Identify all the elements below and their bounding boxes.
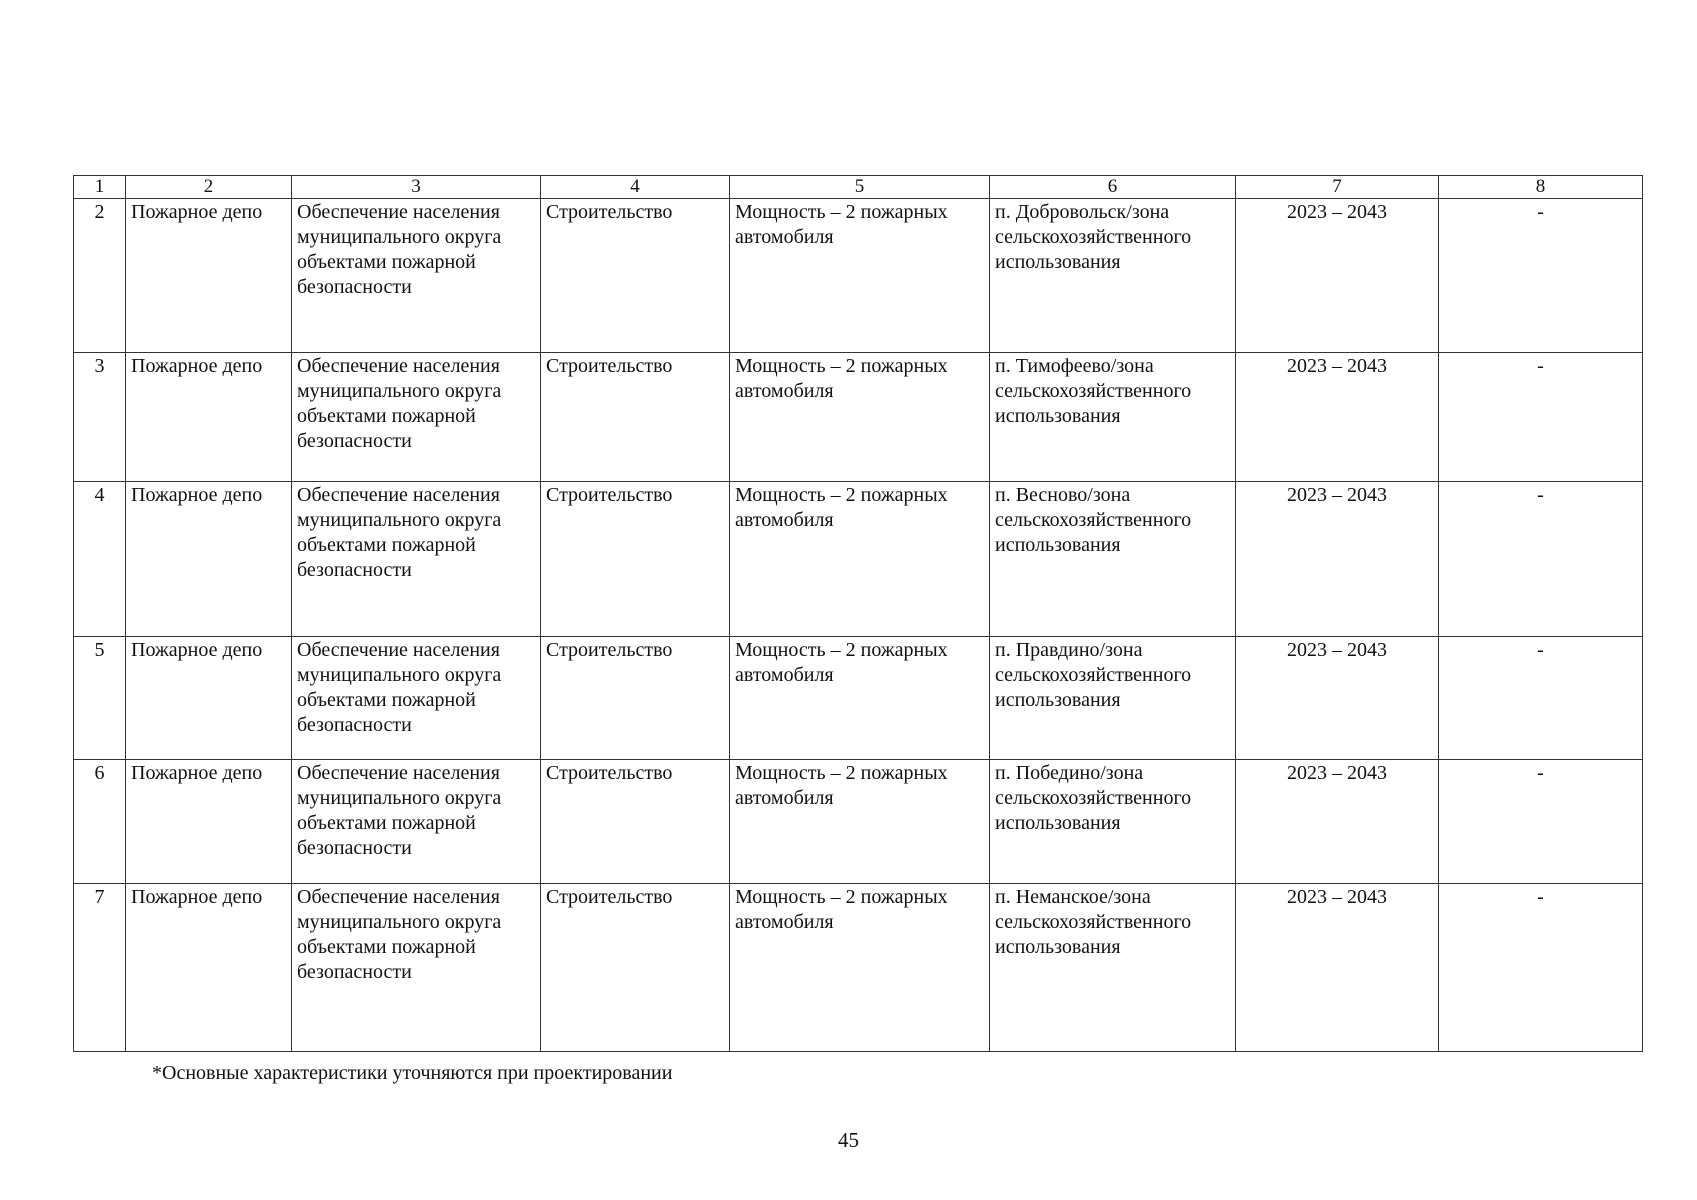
work-type-cell: Строительство xyxy=(541,482,730,637)
location-cell: п. Правдино/зона сельскохозяйственного использования xyxy=(990,637,1236,760)
note-cell: - xyxy=(1439,884,1643,1052)
purpose-cell: Обеспечение населения муниципального округа объектами пожарной безопасности xyxy=(292,884,541,1052)
note-cell: - xyxy=(1439,353,1643,482)
table-row xyxy=(74,884,1643,1052)
object-name-cell: Пожарное депо xyxy=(126,884,292,1052)
period-cell: 2023 – 2043 xyxy=(1236,884,1439,1052)
row-number-cell: 2 xyxy=(74,199,126,353)
purpose-cell: Обеспечение населения муниципального округа объектами пожарной безопасности xyxy=(292,199,541,353)
note-cell: - xyxy=(1439,199,1643,353)
row-number-cell: 4 xyxy=(74,482,126,637)
object-name-cell: Пожарное депо xyxy=(126,199,292,353)
table-row xyxy=(74,199,1643,353)
work-type-cell: Строительство xyxy=(541,637,730,760)
location-cell: п. Добровольск/зона сельскохозяйственного использования xyxy=(990,199,1236,353)
column-number-header: 5 xyxy=(730,176,990,199)
period-cell: 2023 – 2043 xyxy=(1236,353,1439,482)
purpose-cell: Обеспечение населения муниципального округа объектами пожарной безопасности xyxy=(292,637,541,760)
period-cell: 2023 – 2043 xyxy=(1236,199,1439,353)
column-number-header: 7 xyxy=(1236,176,1439,199)
capacity-cell: Мощность – 2 пожарных автомобиля xyxy=(730,353,990,482)
row-number-cell: 7 xyxy=(74,884,126,1052)
row-number-cell: 3 xyxy=(74,353,126,482)
location-cell: п. Весново/зона сельскохозяйственного использования xyxy=(990,482,1236,637)
column-number-header: 8 xyxy=(1439,176,1643,199)
object-name-cell: Пожарное депо xyxy=(126,637,292,760)
footnote: *Основные характеристики уточняются при проектировании xyxy=(152,1062,673,1084)
purpose-cell: Обеспечение населения муниципального округа объектами пожарной безопасности xyxy=(292,482,541,637)
object-name-cell: Пожарное депо xyxy=(126,482,292,637)
purpose-cell: Обеспечение населения муниципального округа объектами пожарной безопасности xyxy=(292,760,541,884)
period-cell: 2023 – 2043 xyxy=(1236,760,1439,884)
page-number: 45 xyxy=(838,1128,859,1152)
table-row xyxy=(74,353,1643,482)
row-number-cell: 6 xyxy=(74,760,126,884)
work-type-cell: Строительство xyxy=(541,884,730,1052)
location-cell: п. Неманское/зона сельскохозяйственного использования xyxy=(990,884,1236,1052)
capacity-cell: Мощность – 2 пожарных автомобиля xyxy=(730,482,990,637)
column-number-header: 3 xyxy=(292,176,541,199)
location-cell: п. Побединo/зона сельскохозяйственного использования xyxy=(990,760,1236,884)
capacity-cell: Мощность – 2 пожарных автомобиля xyxy=(730,199,990,353)
note-cell: - xyxy=(1439,760,1643,884)
object-name-cell: Пожарное депо xyxy=(126,353,292,482)
table-row xyxy=(74,637,1643,760)
column-number-header: 6 xyxy=(990,176,1236,199)
work-type-cell: Строительство xyxy=(541,353,730,482)
table-header-row xyxy=(74,176,1643,199)
table-row xyxy=(74,482,1643,637)
work-type-cell: Строительство xyxy=(541,199,730,353)
column-number-header: 4 xyxy=(541,176,730,199)
location-cell: п. Тимофеево/зона сельскохозяйственного использования xyxy=(990,353,1236,482)
capacity-cell: Мощность – 2 пожарных автомобиля xyxy=(730,884,990,1052)
row-number-cell: 5 xyxy=(74,637,126,760)
note-cell: - xyxy=(1439,637,1643,760)
capacity-cell: Мощность – 2 пожарных автомобиля xyxy=(730,760,990,884)
table-row xyxy=(74,760,1643,884)
period-cell: 2023 – 2043 xyxy=(1236,637,1439,760)
work-type-cell: Строительство xyxy=(541,760,730,884)
planned-objects-table xyxy=(73,175,1643,1052)
purpose-cell: Обеспечение населения муниципального округа объектами пожарной безопасности xyxy=(292,353,541,482)
column-number-header: 2 xyxy=(126,176,292,199)
column-number-header: 1 xyxy=(74,176,126,199)
period-cell: 2023 – 2043 xyxy=(1236,482,1439,637)
note-cell: - xyxy=(1439,482,1643,637)
capacity-cell: Мощность – 2 пожарных автомобиля xyxy=(730,637,990,760)
object-name-cell: Пожарное депо xyxy=(126,760,292,884)
